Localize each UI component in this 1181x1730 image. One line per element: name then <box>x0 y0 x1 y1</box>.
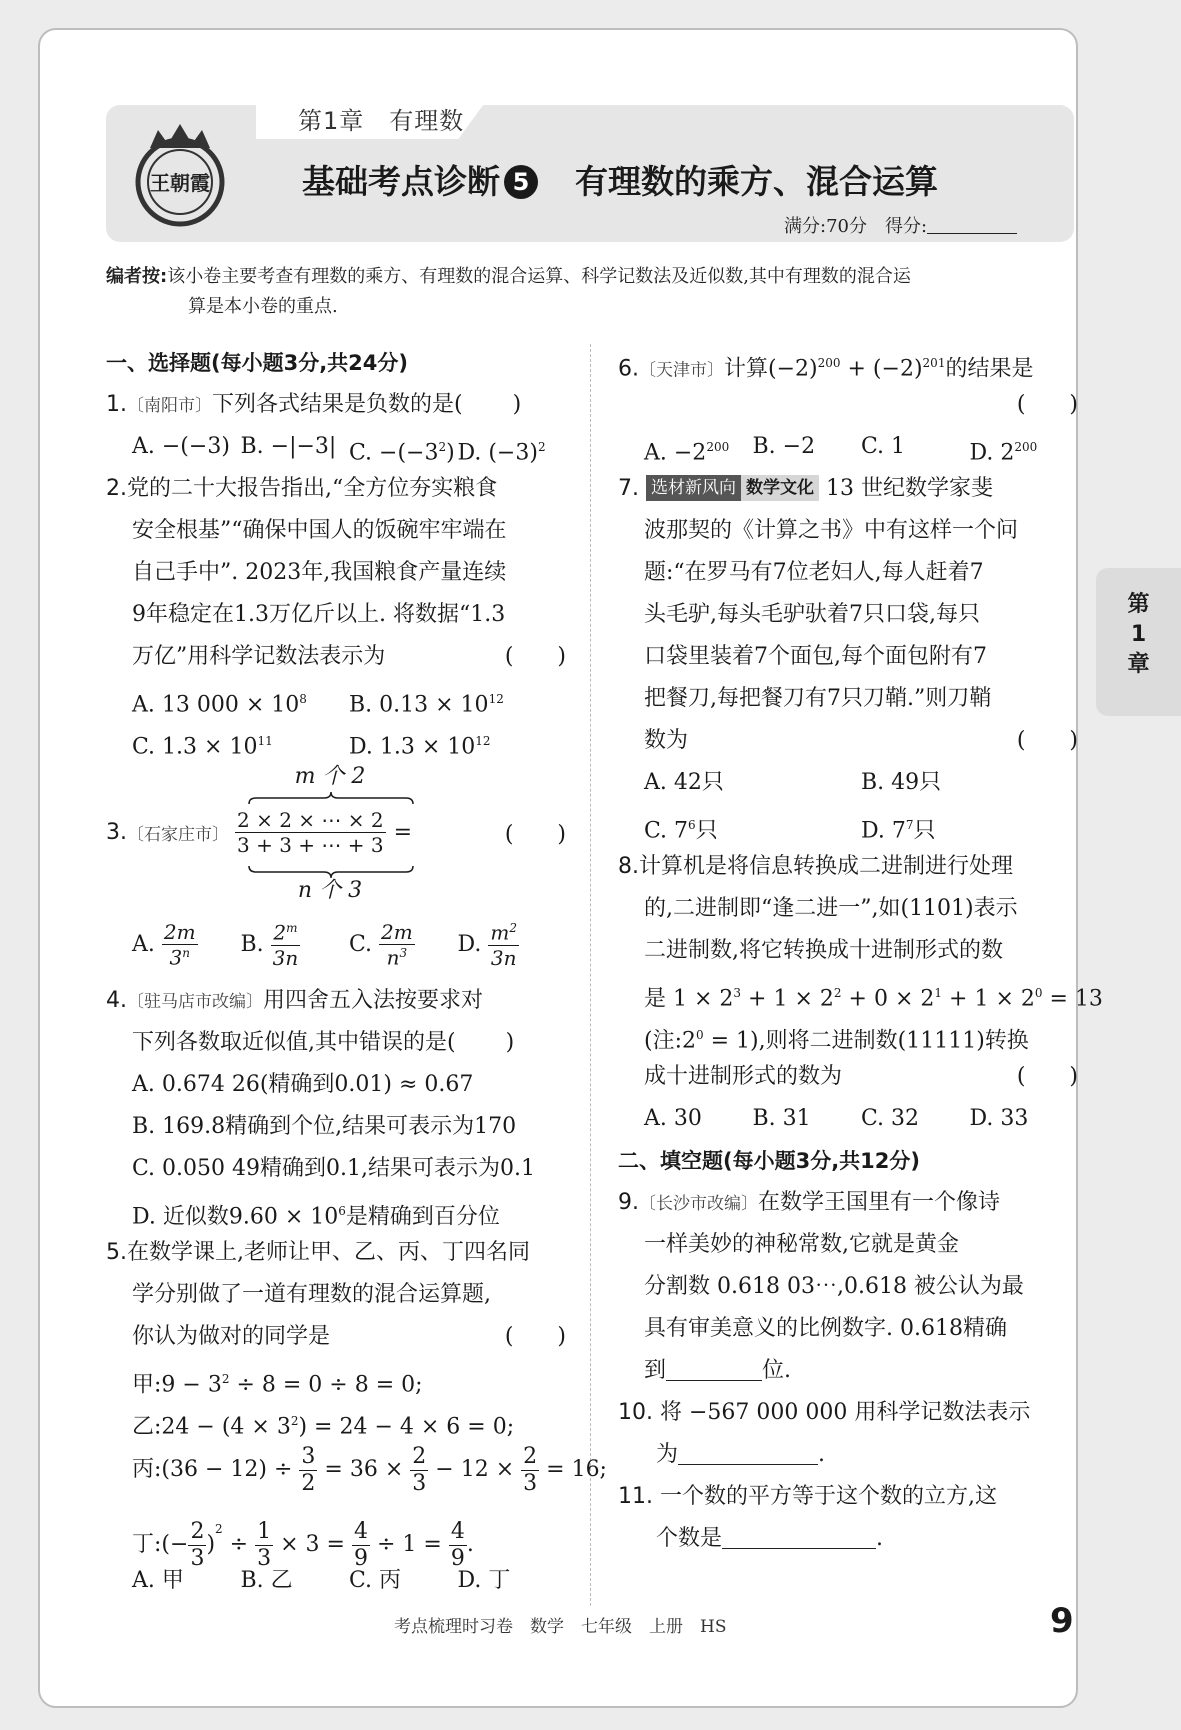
q5-option-c[interactable]: C. 丙 <box>349 1568 402 1593</box>
q8-option-b[interactable]: B. 31 <box>752 1106 811 1131</box>
q6-option-c[interactable]: C. 1 <box>861 434 906 459</box>
tag-new-trend: 选材新风向 <box>646 475 741 501</box>
question-11: 11. 一个数的平方等于这个数的立方,这 <box>618 1484 997 1509</box>
q5-answer-paren[interactable]: ( ) <box>504 1324 566 1349</box>
title-number-badge: 5 <box>504 165 538 199</box>
question-7: 7. 选材新风向 数学文化 13 世纪数学家斐 <box>618 476 993 501</box>
q5-options <box>106 1560 566 1602</box>
q6-options <box>618 426 1078 468</box>
q4-option-d[interactable]: D. 近似数$9.60 \times 10^6$是精确到百分位 <box>132 1204 500 1230</box>
q8-option-c[interactable]: C. 32 <box>861 1106 920 1131</box>
q6-answer-paren[interactable]: ( ) <box>1016 392 1078 417</box>
q3-option-b[interactable]: B. $\frac{2^m}{3n}$ <box>240 920 299 970</box>
q4-option-b[interactable]: B. 169.8精确到个位,结果可表示为170 <box>132 1114 517 1139</box>
page-number: 9 <box>1050 1601 1074 1641</box>
question-9: 9.〔长沙市改编〕在数学王国里有一个像诗 <box>618 1190 1001 1215</box>
right-column: 6.〔天津市〕计算$(-2)^{200} + (-2)^{201}$的结果是 ( ) A. $-2^{200}$ B. −2 C. 1 D. $2^{200}$ 7. 选材新风向 数学文化 13 世纪数学家斐 波那契的《计算之书》中有这样一个问 题:“在罗马有7位老妇人,每人赶着7 头毛驴,每头毛驴驮着7只口袋,每只 口袋里装着7个面包,每个面包附有7 把餐刀,每把餐刀有7只刀鞘.”则刀鞘 数为 ( ) A. 42只 B. 49只 C. $7^6$只 D. $7^7$只 8.计算机是将信息转换成二进制进行处理 的,二进制即“逢二进一”,如(1101)表示 二进制数,将它转换成十进制形式的数 是 $1 \times 2^3 + 1 \times 2^2 + 0 \times 2^1 + 1 \times 2^0 = 13$ (注$:2^0 = 1$),则将二进制数(11111)转换 成十进制形式的数为 ( ) A. 30 B. 31 C. 32 D. 33 二、填空题(每小题3分,共12分) 9.〔长沙市改编〕在数学王国里有一个像诗 一样美妙的神秘常数,它就是黄金 分割数 0.618 03⋯,0.618 被公认为最 具有审美意义的比例数字. 0.618精确 到 位. 10. 将 −567 000 000 用科学记数法表示 为 . 11. 一个数的平方等于这个数的立方,这 个数是 . <box>618 342 1078 1560</box>
question-5: 5.在数学课上,老师让甲、乙、丙、丁四名同 <box>106 1240 530 1265</box>
q1-option-b[interactable]: B. −|−3| <box>240 434 337 459</box>
q7-options-row1 <box>618 762 1078 804</box>
q1-option-c[interactable]: C. $-(-3^2)$ <box>349 440 455 466</box>
q4-option-a[interactable]: A. 0.674 26(精确到0.01) ≈ 0.67 <box>132 1072 474 1097</box>
question-6: 6.〔天津市〕计算$(-2)^{200} + (-2)^{201}$的结果是 <box>618 356 1034 382</box>
q10-answer-blank[interactable] <box>678 1441 818 1465</box>
q8-options <box>618 1098 1078 1140</box>
q5-option-d[interactable]: D. 丁 <box>457 1568 511 1593</box>
q7-options-row2 <box>618 804 1078 846</box>
q8-option-d[interactable]: D. 33 <box>969 1106 1029 1131</box>
q8-option-a[interactable]: A. 30 <box>644 1106 702 1131</box>
q2-answer-paren[interactable]: ( ) <box>504 644 566 669</box>
q2-option-a[interactable]: A. 13 $000 \times 10^8$ <box>132 692 307 718</box>
q2-options-row1 <box>106 678 566 720</box>
chapter-side-tab[interactable]: 第 1 章 <box>1096 568 1181 716</box>
left-column: 一、选择题(每小题3分,共24分) 1.〔南阳市〕下列各式结果是负数的是( ) A. −(−3) B. −|−3| C. $-(-3^2)$ D. $(-3)^2$ 2.党的二十大报告指出,“全方位夯实粮食 安全根基”“确保中国人的饭碗牢牢端在 自己手中”. 2023年,我国粮食产量连续 9年稳定在1.3万亿斤以上. 将数据“1.3 万亿”用科学记数法表示为 ( ) A. 13 $000 \times 10^8$ B. $0.13 \times 10^{12}$ C. $1.3 \times 10^{11}$ D. $1.3 \times 10^{12}$ m 个 2 3. 〔石家庄市〕 $\frac{2 \times 2 \times \cdots \times 2}{3 + 3 + \cdots + 3}$ = ( ) n 个 3 A. $\frac{2m}{3^n}$ B. $\frac{2^m}{3n}$ C. $\frac{2m}{n^3}$ D. $\frac{m^2}{3n}$ 4.〔驻马店市改编〕用四舍五入法按要求对 下列各数取近似值,其中错误的是( ) A. 0.674 26(精确到0.01) ≈ 0.67 B. 169.8精确到个位,结果可表示为170 C. 0.050 49精确到0.1,结果可表示为0.1 D. 近似数$9.60 \times 10^6$是精确到百分位 5.在数学课上,老师让甲、乙、丙、丁四名同 学分别做了一道有理数的混合运算题, 你认为做对的同学是 ( ) 甲:9 − $3^2 \div 8 = 0 \div 8 = 0$; 乙:24 − $(4 \times 3^2) = 24 - 4 \times 6 = 0$; 丙:(36 − 12) ÷ $\frac{3}{2}$ = 36 × $\frac{2}{3}$ − 12 × $\frac{2}{3}$ = 16; 丁:(− $\frac{2}{3}$ )$^2$ ÷ $\frac{1}{3}$ × 3 = $\frac{4}{9}$ ÷ 1 = $\frac{4}{9}$ . A. 甲 B. 乙 C. 丙 D. 丁 <box>106 342 566 1602</box>
q3-option-d[interactable]: D. $\frac{m^2}{3n}$ <box>457 920 517 970</box>
q5-option-b[interactable]: B. 乙 <box>240 1568 293 1593</box>
footer-text: 考点梳理时习卷 数学 七年级 上册 HS <box>394 1617 727 1637</box>
q1-option-a[interactable]: A. −(−3) <box>132 434 230 459</box>
question-1: 1.〔南阳市〕下列各式结果是负数的是( ) <box>106 392 522 417</box>
q9-answer-blank[interactable] <box>666 1357 762 1381</box>
q5-jia: 甲:9 − $3^2 \div 8 = 0 \div 8 = 0$; <box>132 1372 423 1398</box>
q7-option-a[interactable]: A. 42只 <box>644 770 724 795</box>
q7-answer-paren[interactable]: ( ) <box>1016 728 1078 753</box>
question-3: m 个 2 3. 〔石家庄市〕 $\frac{2 \times 2 \times \cdots \times 2}{3 + 3 + \cdots + 3}$ = ( ) n 个 3 <box>106 764 566 903</box>
question-4: 4.〔驻马店市改编〕用四舍五入法按要求对 <box>106 988 484 1013</box>
score-blank[interactable] <box>927 216 1017 234</box>
q3-option-c[interactable]: C. $\frac{2m}{n^3}$ <box>349 920 413 970</box>
q6-option-a[interactable]: A. $-2^{200}$ <box>644 440 730 466</box>
question-8: 8.计算机是将信息转换成二进制进行处理 <box>618 854 1014 879</box>
q7-option-d[interactable]: D. $7^7$只 <box>861 818 936 844</box>
q5-ding: 丁:(− $\frac{2}{3}$ )$^2$ ÷ $\frac{1}{3}$ × 3 = $\frac{4}{9}$ ÷ 1 = $\frac{4}{9}$ . <box>132 1518 474 1571</box>
q3-options <box>106 910 566 980</box>
q7-option-b[interactable]: B. 49只 <box>861 770 942 795</box>
q8-answer-paren[interactable]: ( ) <box>1016 1064 1078 1089</box>
note-label: 编者按: <box>106 266 168 287</box>
q6-option-d[interactable]: D. $2^{200}$ <box>969 440 1038 466</box>
q1-options <box>106 426 566 468</box>
question-10: 10. 将 −567 000 000 用科学记数法表示 <box>618 1400 1031 1425</box>
chapter-label: 第1章 有理数 <box>298 107 465 135</box>
logo-seal-icon <box>128 118 232 230</box>
svg-text:王朝霞: 王朝霞 <box>150 171 210 195</box>
q4-option-c[interactable]: C. 0.050 49精确到0.1,结果可表示为0.1 <box>132 1156 535 1181</box>
q1-option-d[interactable]: D. $(-3)^2$ <box>457 440 546 466</box>
q5-yi: 乙:24 − $(4 \times 3^2) = 24 - 4 \times 6 = 0$; <box>132 1414 515 1440</box>
page-title: 基础考点诊断 5 有理数的乘方、混合运算 <box>302 162 938 201</box>
editor-note: 编者按:该小卷主要考查有理数的乘方、有理数的混合运算、科学记数法及近似数,其中有理数的混合运 算是本小卷的重点. <box>106 266 911 317</box>
q11-answer-blank[interactable] <box>722 1525 876 1549</box>
q5-bing: 丙:(36 − 12) ÷ $\frac{3}{2}$ = 36 × $\frac{2}{3}$ − 12 × $\frac{2}{3}$ = 16; <box>132 1443 607 1496</box>
section-choice-title: 一、选择题(每小题3分,共24分) <box>106 351 409 375</box>
q2-option-c[interactable]: C. $1.3 \times 10^{11}$ <box>132 734 273 760</box>
q3-option-a[interactable]: A. $\frac{2m}{3^n}$ <box>132 920 196 970</box>
q2-option-b[interactable]: B. $0.13 \times 10^{12}$ <box>349 692 504 718</box>
q3-answer-paren[interactable]: ( ) <box>504 821 566 847</box>
q2-options-row2 <box>106 720 566 762</box>
q2-option-d[interactable]: D. $1.3 \times 10^{12}$ <box>349 734 491 760</box>
q7-option-c[interactable]: C. $7^6$只 <box>644 818 718 844</box>
score-line: 满分:70分 得分: <box>784 212 1017 238</box>
tag-math-culture: 数学文化 <box>741 475 819 501</box>
column-divider <box>590 344 591 1606</box>
q5-option-a[interactable]: A. 甲 <box>132 1568 184 1593</box>
section-fill-title: 二、填空题(每小题3分,共12分) <box>618 1149 921 1173</box>
question-2: 2.党的二十大报告指出,“全方位夯实粮食 <box>106 476 498 501</box>
q6-option-b[interactable]: B. −2 <box>752 434 816 459</box>
